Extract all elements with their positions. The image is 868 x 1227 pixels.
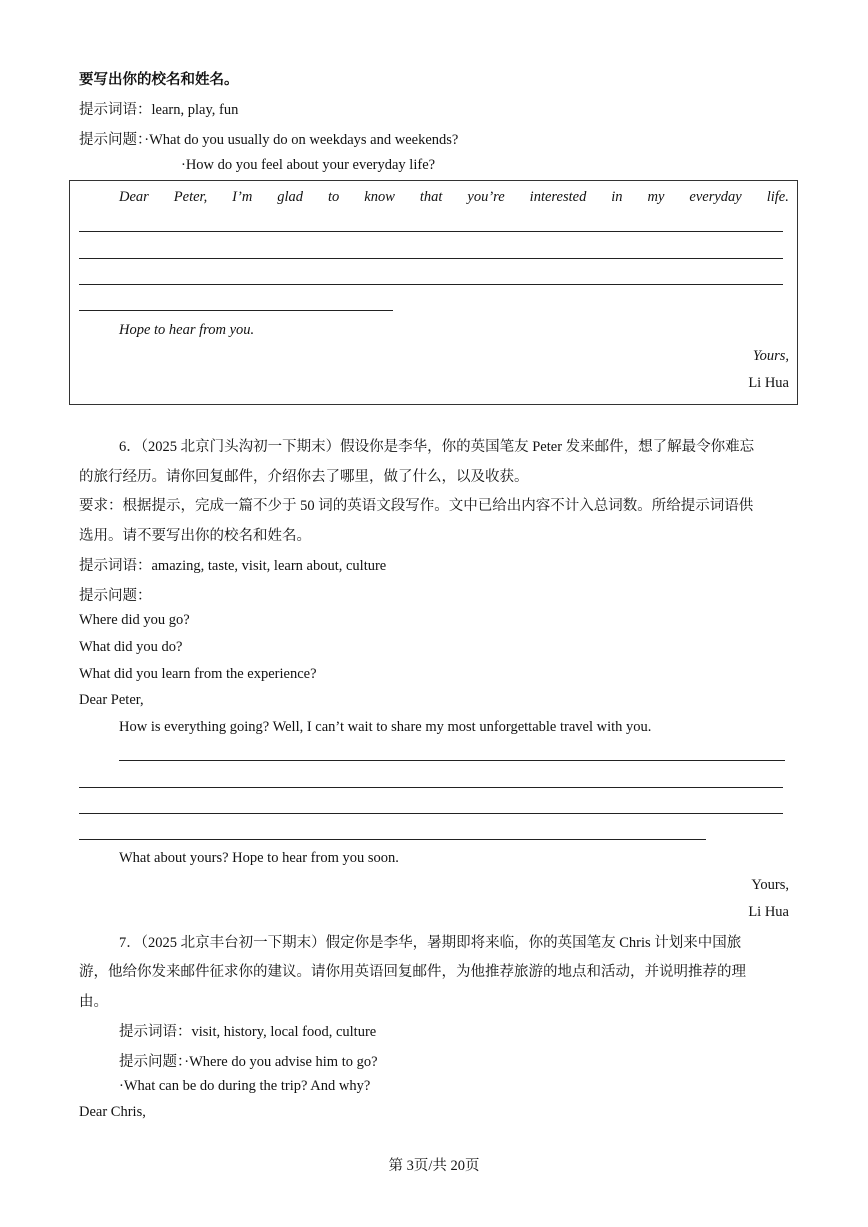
opening-word: Dear (119, 189, 149, 205)
q6-prompt-line-2: 的旅行经历。请你回复邮件，介绍你去了哪里，做了什么，以及收获。 (79, 469, 529, 485)
writing-line[interactable] (79, 787, 783, 788)
opening-word: life. (766, 189, 789, 205)
opening-word: glad (277, 189, 304, 205)
q6-question: Where did you go? (79, 612, 190, 628)
hint-questions-line (79, 128, 458, 149)
q6-requirement-line-2: 选用。请不要写出你的校名和姓名。 (79, 528, 311, 544)
opening-word: know (364, 189, 395, 205)
hint-question-1: ·What do you usually do on weekdays and weekends? (144, 132, 459, 148)
q6-hint-words-line (79, 554, 386, 575)
hint-words: learn, play, fun (151, 102, 239, 118)
opening-word: I’m (232, 189, 253, 205)
answer-box-signature: Li Hua (748, 375, 789, 391)
q6-hint-words-label: 提示词语： (79, 558, 152, 574)
q7-salutation: Dear Chris, (79, 1104, 146, 1120)
q6-salutation: Dear Peter, (79, 692, 144, 708)
opening-word: Peter, (173, 189, 208, 205)
q6-question: What did you learn from the experience? (79, 666, 317, 682)
page-number: 第 3页/共 20页 (388, 1158, 480, 1174)
writing-line[interactable] (119, 760, 785, 761)
q6-requirement-line-1: 要求：根据提示，完成一篇不少于 50 词的英语文段写作。文中已给出内容不计入总词数。所给提示词语供 (79, 498, 754, 514)
opening-word: that (419, 189, 443, 205)
q7-prompt-line-1: 7．（2025 北京丰台初一下期末）假定你是李华，暑期即将来临，你的英国笔友 Chris 计划来中国旅 (119, 935, 742, 951)
hint-questions-label: 提示问题： (79, 132, 145, 148)
q7-hint-questions-line (119, 1050, 378, 1071)
writing-line[interactable] (79, 284, 783, 285)
q6-question: What did you do? (79, 639, 183, 655)
writing-line[interactable] (79, 258, 783, 259)
writing-line[interactable] (79, 310, 393, 311)
opening-word: my (647, 189, 665, 205)
writing-line[interactable] (79, 813, 783, 814)
q6-hint-words: amazing, taste, visit, learn about, culture (151, 558, 387, 574)
hint-words-line (79, 98, 238, 119)
q6-signature: Li Hua (748, 904, 789, 920)
q6-prompt-line-1: 6．（2025 北京门头沟初一下期末）假设你是李华，你的英国笔友 Peter 发来邮件，想了解最令你难忘 (119, 439, 755, 455)
q7-hint-words-line (119, 1020, 376, 1041)
q7-hint-question-1: ·Where do you advise him to go? (184, 1054, 378, 1070)
opening-word: everyday (689, 189, 742, 205)
answer-box-closing: Hope to hear from you. (119, 322, 255, 338)
answer-box-opening (119, 189, 789, 206)
q6-closing: What about yours? Hope to hear from you soon. (119, 850, 399, 866)
hint-words-label: 提示词语： (79, 102, 152, 118)
q7-hint-words: visit, history, local food, culture (191, 1024, 377, 1040)
answer-box (69, 180, 798, 405)
hint-question-2: ·How do you feel about your everyday life? (181, 157, 436, 173)
q7-hint-question-2: ·What can be do during the trip? And why? (119, 1078, 371, 1094)
answer-box-signoff: Yours, (752, 348, 789, 364)
q7-hint-words-label: 提示词语： (119, 1024, 192, 1040)
writing-line[interactable] (79, 231, 783, 232)
opening-word: to (328, 189, 340, 205)
q7-hint-questions-label: 提示问题： (119, 1054, 185, 1070)
writing-line[interactable] (79, 839, 706, 840)
instruction-tail: 要写出你的校名和姓名。 (79, 72, 239, 88)
q7-prompt-line-2: 游，他给你发来邮件征求你的建议。请你用英语回复邮件，为他推荐旅游的地点和活动，并说明推荐的理 (79, 964, 746, 980)
q7-prompt-line-3: 由。 (79, 994, 108, 1010)
opening-word: interested (529, 189, 587, 205)
q6-signoff: Yours, (751, 877, 789, 893)
q6-opening: How is everything going? Well, I can’t wait to share my most unforgettable travel with you. (119, 719, 652, 735)
opening-word: in (611, 189, 623, 205)
q6-hint-questions-label: 提示问题： (79, 588, 152, 604)
opening-word: you’re (467, 189, 505, 205)
